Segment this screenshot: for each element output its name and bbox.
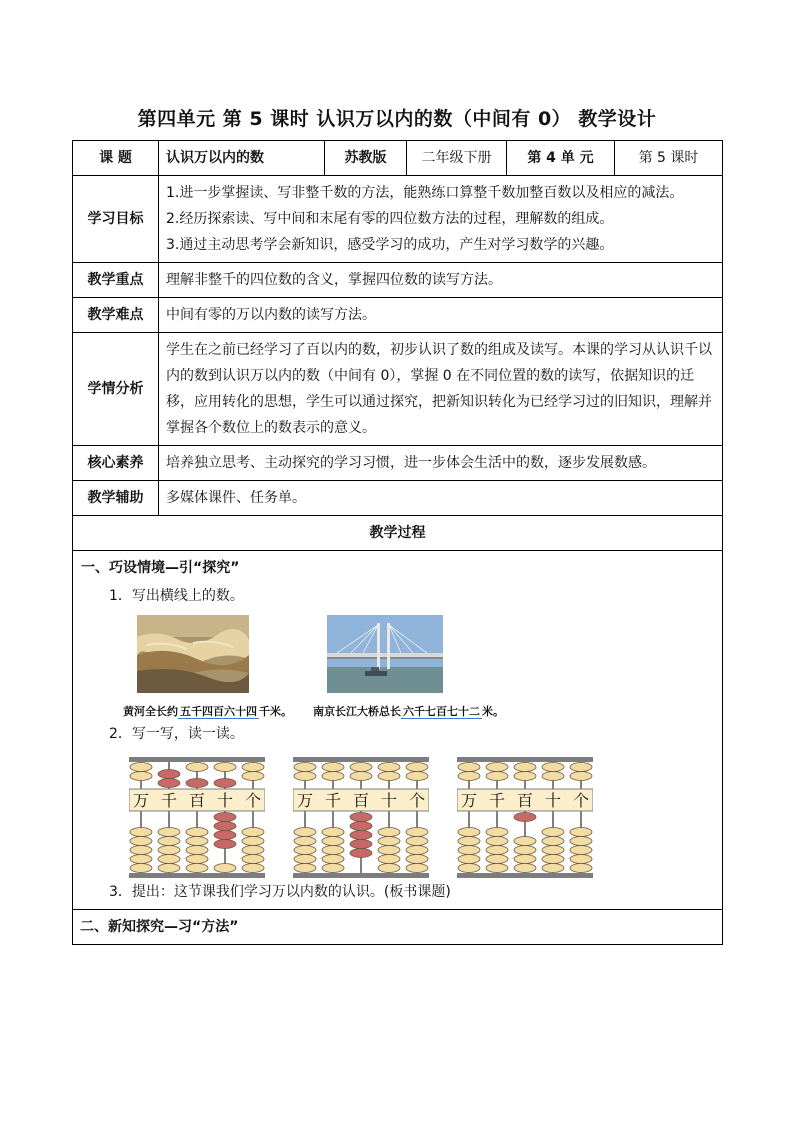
abacus-bead xyxy=(486,837,508,846)
abacus-place-label: 千 xyxy=(324,791,342,810)
abacus-bead xyxy=(570,846,592,855)
abacus-bead xyxy=(350,831,372,840)
abacus-bead xyxy=(242,763,264,772)
abacus-bead xyxy=(186,846,208,855)
difficulty-row xyxy=(73,298,723,333)
abacus-bead xyxy=(130,837,152,846)
abacus-bead xyxy=(322,828,344,837)
goal-item: 2.经历探索读、写中间和末尾有零的四位数方法的过程，理解数的组成。 xyxy=(166,211,614,227)
abacus-bead xyxy=(242,864,264,873)
abacus-bead xyxy=(242,846,264,855)
abacus-bead xyxy=(406,855,428,864)
abacus-bead xyxy=(570,828,592,837)
analysis-label: 学情分析 xyxy=(73,333,159,446)
abacus-bead xyxy=(486,864,508,873)
abacus-bead xyxy=(378,763,400,772)
abacus-bead xyxy=(322,855,344,864)
process-part1-row xyxy=(73,551,723,910)
abacus-bead xyxy=(378,846,400,855)
step3-text: 3．提出：这节课我们学习万以内数的认识。(板书课题) xyxy=(109,884,451,900)
yellow-river-caption xyxy=(123,699,292,725)
abacus-bead xyxy=(514,772,536,781)
caption2-number: 六千七百七十二 xyxy=(403,705,480,718)
abacus-bead xyxy=(322,837,344,846)
abacus-bead xyxy=(130,763,152,772)
abacus-bead xyxy=(458,763,480,772)
abacus-bead xyxy=(214,822,236,831)
abacus-bead xyxy=(542,772,564,781)
abacus-bead xyxy=(486,855,508,864)
abacus-bead xyxy=(158,770,180,779)
abacus-bead xyxy=(458,828,480,837)
abacus-place-label: 个 xyxy=(572,791,590,810)
abacus-bead xyxy=(378,837,400,846)
abacus-bead xyxy=(158,864,180,873)
abacus-bead xyxy=(514,837,536,846)
abacus-bead xyxy=(186,763,208,772)
abacus-place-label: 个 xyxy=(244,791,262,810)
key-points-label: 教学重点 xyxy=(73,263,159,298)
abacus-bead xyxy=(294,846,316,855)
abacus-bead xyxy=(458,772,480,781)
abacus-frame-bottom xyxy=(457,873,593,878)
abacus-bead xyxy=(378,855,400,864)
abacus-bead xyxy=(214,763,236,772)
key-points-text: 理解非整千的四位数的含义，掌握四位数的读写方法。 xyxy=(159,263,723,298)
abacus-3 xyxy=(457,755,593,879)
literacy-label: 核心素养 xyxy=(73,446,159,481)
abacus-bead xyxy=(186,779,208,788)
unit-value: 第 4 单 元 xyxy=(507,141,615,176)
abacus-bead xyxy=(378,864,400,873)
abacus-bead xyxy=(242,855,264,864)
abacus-1 xyxy=(129,755,265,879)
abacus-bead xyxy=(570,772,592,781)
caption2-suffix: 米。 xyxy=(482,705,504,718)
abacus-bead xyxy=(242,837,264,846)
abacus-bead xyxy=(378,828,400,837)
abacus-bead xyxy=(130,864,152,873)
abacus-bead xyxy=(322,864,344,873)
abacus-bead xyxy=(406,864,428,873)
abacus-bead xyxy=(130,846,152,855)
step1-text: 1．写出横线上的数。 xyxy=(109,588,244,604)
abacus-bead xyxy=(570,763,592,772)
edition-value: 苏教版 xyxy=(325,141,407,176)
abacus-place-label: 十 xyxy=(544,791,562,810)
abacus-bead xyxy=(542,828,564,837)
abacus-bead xyxy=(322,772,344,781)
abacus-bead xyxy=(542,855,564,864)
abacus-bead xyxy=(350,763,372,772)
abacus-bead xyxy=(458,846,480,855)
grade-value: 二年级下册 xyxy=(407,141,507,176)
part1-title: 一、巧设情境—引“探究” xyxy=(81,560,240,576)
abacus-bead xyxy=(158,837,180,846)
abacus-bead xyxy=(514,763,536,772)
abacus-bead xyxy=(294,855,316,864)
abacus-bead xyxy=(186,855,208,864)
goals-row xyxy=(73,176,723,263)
abacus-place-label: 十 xyxy=(216,791,234,810)
topic-label: 课 题 xyxy=(73,141,159,176)
abacus-bead xyxy=(130,828,152,837)
abacus-place-label: 百 xyxy=(188,791,206,810)
photo-row xyxy=(81,609,714,721)
abacus-place-label: 百 xyxy=(352,791,370,810)
abacus-bead xyxy=(242,828,264,837)
abacus-row xyxy=(81,747,714,879)
analysis-row xyxy=(73,333,723,446)
abacus-bead xyxy=(406,763,428,772)
abacus-place-label: 千 xyxy=(488,791,506,810)
abacus-bead xyxy=(514,864,536,873)
goals-content xyxy=(159,176,723,263)
abacus-bead xyxy=(514,855,536,864)
caption1-number: 五千四百六十四 xyxy=(180,705,257,718)
abacus-bead xyxy=(294,837,316,846)
page-title: 第四单元 第 5 课时 认识万以内的数（中间有 0） 教学设计 xyxy=(137,108,657,130)
abacus-bead xyxy=(158,855,180,864)
process-part2-row xyxy=(73,910,723,945)
header-row xyxy=(73,141,723,176)
abacus-frame-top xyxy=(129,757,265,762)
literacy-row xyxy=(73,446,723,481)
yellow-river-photo xyxy=(137,615,249,693)
abacus-frame-bottom xyxy=(129,873,265,878)
process-heading: 教学过程 xyxy=(73,516,723,551)
abacus-bead xyxy=(186,864,208,873)
abacus-place-label: 万 xyxy=(296,791,314,810)
abacus-bead xyxy=(294,828,316,837)
bridge-caption xyxy=(313,699,504,725)
goals-label: 学习目标 xyxy=(73,176,159,263)
lesson-value: 第 5 课时 xyxy=(615,141,723,176)
abacus-bead xyxy=(186,828,208,837)
abacus-place-label: 万 xyxy=(460,791,478,810)
abacus-bead xyxy=(406,772,428,781)
abacus-frame-bottom xyxy=(293,873,429,878)
abacus-bead xyxy=(242,772,264,781)
abacus-place-label: 个 xyxy=(408,791,426,810)
abacus-bead xyxy=(350,840,372,849)
abacus-bead xyxy=(406,846,428,855)
abacus-bead xyxy=(458,855,480,864)
goal-item: 3.通过主动思考学会新知识，感受学习的成功，产生对学习数学的兴趣。 xyxy=(166,237,614,253)
abacus-bead xyxy=(350,849,372,858)
abacus-bead xyxy=(214,813,236,822)
abacus-place-label: 十 xyxy=(380,791,398,810)
analysis-text: 学生在之前已经学习了百以内的数，初步认识了数的组成及读写。本课的学习从认识千以内的数到认识万以内的数（中间有 0），掌握 0 在不同位置的数的读写，依据知识的迁移，应用转化的思想，学生可以通过探究，把新知识转化为已经学习过的旧知识，理解并掌握各个数位上的数表示的意义。 xyxy=(159,333,723,446)
caption1-suffix: 千米。 xyxy=(259,705,292,718)
abacus-bead xyxy=(378,772,400,781)
abacus-bead xyxy=(186,837,208,846)
abacus-bead xyxy=(486,763,508,772)
literacy-text: 培养独立思考、主动探究的学习习惯，进一步体会生活中的数，逐步发展数感。 xyxy=(159,446,723,481)
abacus-place-label: 万 xyxy=(132,791,150,810)
abacus-place-label: 千 xyxy=(160,791,178,810)
abacus-place-label: 百 xyxy=(516,791,534,810)
abacus-bead xyxy=(570,864,592,873)
abacus-bead xyxy=(458,837,480,846)
abacus-2 xyxy=(293,755,429,879)
aids-label: 教学辅助 xyxy=(73,481,159,516)
abacus-bead xyxy=(486,772,508,781)
abacus-bead xyxy=(214,840,236,849)
abacus-bead xyxy=(294,763,316,772)
abacus-bead xyxy=(294,772,316,781)
abacus-bead xyxy=(542,837,564,846)
abacus-bead xyxy=(322,763,344,772)
part2-title: 二、新知探究—习“方法” xyxy=(73,910,723,945)
goal-item: 1.进一步掌握读、写非整千数的方法，能熟练口算整千数加整百数以及相应的减法。 xyxy=(166,185,684,201)
abacus-bead xyxy=(158,828,180,837)
process-part1 xyxy=(73,551,723,910)
process-heading-row xyxy=(73,516,723,551)
abacus-bead xyxy=(158,846,180,855)
abacus-bead xyxy=(486,828,508,837)
abacus-bead xyxy=(406,837,428,846)
topic-value: 认识万以内的数 xyxy=(159,141,325,176)
abacus-bead xyxy=(214,864,236,873)
step2-text: 2．写一写，读一读。 xyxy=(109,726,244,742)
abacus-bead xyxy=(514,846,536,855)
abacus-bead xyxy=(406,828,428,837)
abacus-bead xyxy=(542,846,564,855)
abacus-frame-top xyxy=(457,757,593,762)
lesson-plan-table xyxy=(72,140,723,945)
abacus-bead xyxy=(542,763,564,772)
abacus-bead xyxy=(350,772,372,781)
abacus-bead xyxy=(130,772,152,781)
abacus-bead xyxy=(322,846,344,855)
abacus-bead xyxy=(458,864,480,873)
abacus-bead xyxy=(514,813,536,822)
abacus-bead xyxy=(214,779,236,788)
difficulty-text: 中间有零的万以内数的读写方法。 xyxy=(159,298,723,333)
abacus-bead xyxy=(570,837,592,846)
caption1-prefix: 黄河全长约 xyxy=(123,705,178,718)
abacus-bead xyxy=(350,813,372,822)
difficulty-label: 教学难点 xyxy=(73,298,159,333)
caption2-prefix: 南京长江大桥总长 xyxy=(313,705,401,718)
abacus-bead xyxy=(350,822,372,831)
aids-row xyxy=(73,481,723,516)
abacus-bead xyxy=(570,855,592,864)
abacus-bead xyxy=(542,864,564,873)
abacus-bead xyxy=(486,846,508,855)
abacus-bead xyxy=(294,864,316,873)
abacus-frame-top xyxy=(293,757,429,762)
key-points-row xyxy=(73,263,723,298)
abacus-bead xyxy=(130,855,152,864)
aids-text: 多媒体课件、任务单。 xyxy=(159,481,723,516)
abacus-bead xyxy=(158,779,180,788)
abacus-bead xyxy=(214,831,236,840)
nanjing-bridge-photo xyxy=(327,615,443,693)
